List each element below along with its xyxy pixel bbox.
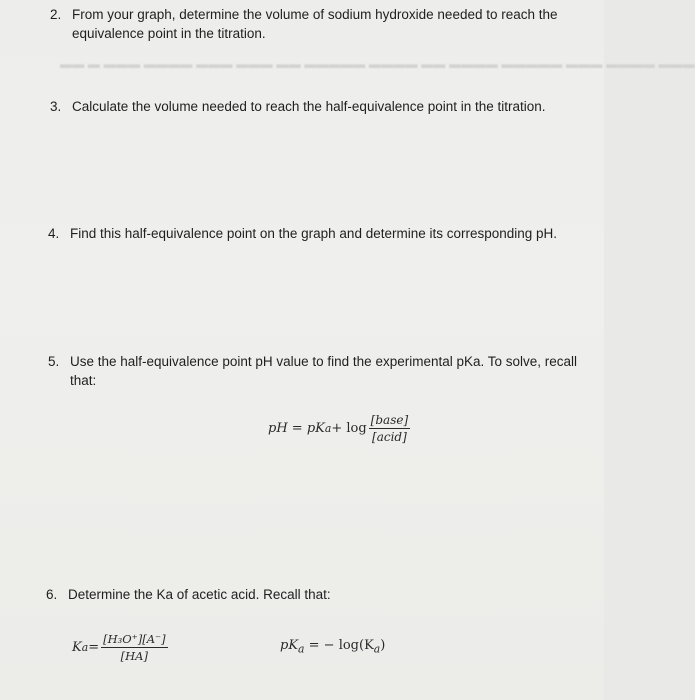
question-text-line-1: Determine the Ka of acetic acid. Recall that: bbox=[68, 587, 331, 602]
question-text-line-2: equivalence point in the titration. bbox=[72, 26, 266, 41]
question-number: 6. bbox=[46, 587, 58, 602]
henderson-hasselbalch-equation bbox=[268, 413, 410, 444]
pka-equation bbox=[280, 638, 385, 656]
equation-rhs: = − log(K bbox=[304, 638, 374, 653]
question-number: 2. bbox=[50, 7, 62, 22]
equation-lhs: pK bbox=[280, 638, 299, 653]
fraction-denominator: [acid] bbox=[372, 430, 407, 444]
equation-subscript: a bbox=[81, 641, 89, 654]
question-text-line-1: Calculate the volume needed to reach the half-equivalence point in the titration. bbox=[72, 99, 546, 114]
equation-subscript: a bbox=[298, 642, 305, 656]
question-text-line-1: From your graph, determine the volume of sodium hydroxide needed to reach the bbox=[72, 7, 558, 22]
question-text-line-2: that: bbox=[70, 373, 97, 388]
fraction-bar bbox=[101, 647, 167, 648]
equation-log: + log bbox=[331, 421, 367, 436]
question-number: 5. bbox=[48, 354, 60, 369]
equation-close-paren: ) bbox=[380, 638, 386, 653]
ka-equation bbox=[72, 632, 168, 663]
bleed-through-text: ▬▬ ▬ ▬▬▬ ▬▬▬▬ ▬▬▬ ▬▬▬ ▬▬ ▬▬▬▬▬ ▬▬▬▬ ▬▬ ▬▬▬▬ ▬▬▬▬▬ ▬▬▬ ▬▬▬▬ ▬▬▬ bbox=[60, 57, 695, 71]
fraction-numerator: [base] bbox=[370, 413, 409, 427]
question-number: 4. bbox=[48, 226, 60, 241]
equation-equals: = bbox=[88, 640, 100, 655]
equation-lhs: pH = pK bbox=[268, 421, 325, 436]
equation-subscript: a bbox=[324, 422, 332, 435]
question-number: 3. bbox=[50, 99, 62, 114]
fraction-denominator: [HA] bbox=[120, 649, 148, 663]
question-text-line-1: Find this half-equivalence point on the graph and determine its corresponding pH. bbox=[70, 226, 558, 241]
equation-lhs: K bbox=[72, 640, 82, 655]
fraction-bar bbox=[369, 428, 410, 429]
equation-fraction bbox=[369, 413, 410, 444]
fraction-numerator: [H₃O⁺][A⁻] bbox=[103, 632, 166, 646]
equation-rhs-subscript: a bbox=[373, 642, 381, 656]
equation-fraction bbox=[101, 632, 167, 663]
question-text-line-1: Use the half-equivalence point pH value to find the experimental pKa. To solve, recall bbox=[70, 354, 578, 369]
